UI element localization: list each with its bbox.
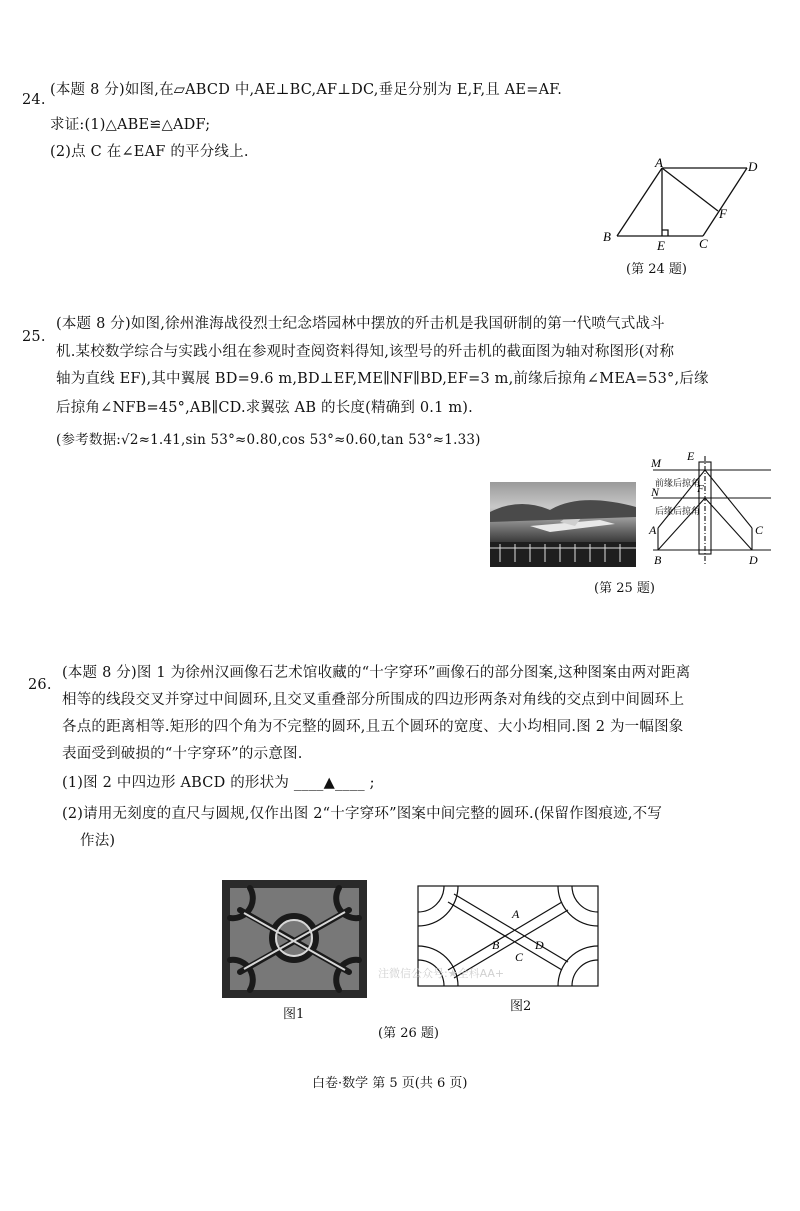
q25-label-f: F xyxy=(697,483,704,495)
q24-label-d: D xyxy=(748,159,758,174)
q26-line3: 各点的距离相等.矩形的四个角为不完整的圆环,且五个圆环的宽度、大小均相同.图 2 为一幅图象 xyxy=(62,719,684,735)
q25-line5: (参考数据:√2≈1.41,sin 53°≈0.80,cos 53°≈0.60,tan 53°≈1.33) xyxy=(56,432,481,448)
watermark: 注微信公众号:★全科AA+ xyxy=(378,967,505,980)
q25-label-b: B xyxy=(654,553,662,567)
q24-label-c: C xyxy=(699,236,708,251)
q24-number: 24. xyxy=(22,92,46,108)
stone-relief-image xyxy=(222,880,367,998)
q26-label-b: B xyxy=(492,938,500,952)
q25-label-d: D xyxy=(749,553,758,567)
q24-label-e: E xyxy=(657,238,665,253)
q25-caption: (第 25 题) xyxy=(594,581,655,596)
q25-label-n: N xyxy=(651,485,660,499)
page-footer: 白卷·数学 第 5 页(共 6 页) xyxy=(312,1076,468,1091)
q26-line6: (2)请用无刻度的直尺与圆规,仅作出图 2“十字穿环”图案中间完整的圆环.(保留作图痕迹,不写 xyxy=(62,806,663,822)
q25-label-a: A xyxy=(649,523,657,537)
q24-line1: (本题 8 分)如图,在▱ABCD 中,AE⊥BC,AF⊥DC,垂足分别为 E,F,且 AE=AF. xyxy=(50,82,563,98)
q25-line1: (本题 8 分)如图,徐州淮海战役烈士纪念塔园林中摆放的歼击机是我国研制的第一代喷气式战斗 xyxy=(56,316,665,332)
q26-label-a: A xyxy=(512,907,520,921)
fighter-jet-photo xyxy=(490,482,636,567)
fig1-label: 图1 xyxy=(283,1007,305,1022)
q26-line7: 作法) xyxy=(80,833,116,849)
q25-line4: 后掠角∠NFB=45°,AB∥CD.求翼弦 AB 的长度(精确到 0.1 m). xyxy=(56,400,473,416)
q24-label-f: F xyxy=(719,206,727,221)
q25-label-e: E xyxy=(687,449,695,463)
q26-label-c: C xyxy=(515,950,524,964)
q25-label-c: C xyxy=(755,523,764,537)
fig2-label: 图2 xyxy=(510,999,532,1014)
q26-label-d: D xyxy=(535,938,544,952)
q24-line3: (2)点 C 在∠EAF 的平分线上. xyxy=(50,144,249,160)
q25-number: 25. xyxy=(22,329,46,345)
q26-line1: (本题 8 分)图 1 为徐州汉画像石艺术馆收藏的“十字穿环”画像石的部分图案,这种图案由两对距离 xyxy=(62,665,691,681)
q24-label-a: A xyxy=(655,158,663,170)
q25-label-m: M xyxy=(651,456,661,470)
q26-line5: (1)图 2 中四边形 ABCD 的形状为 ____▲____ ; xyxy=(62,775,375,791)
q25-small-label1: 前缘后掠角 xyxy=(655,478,701,488)
q25-small-label2: 后缘后掠角 xyxy=(655,506,701,516)
q24-label-b: B xyxy=(603,229,611,244)
q26-line4: 表面受到破损的“十字穿环”的示意图. xyxy=(62,746,303,762)
q25-line2: 机.某校数学综合与实践小组在参观时查阅资料得知,该型号的歼击机的截面图为轴对称图形(对称 xyxy=(56,344,675,360)
q26-caption: (第 26 题) xyxy=(378,1026,439,1041)
q26-number: 26. xyxy=(28,677,52,693)
q24-caption: (第 24 题) xyxy=(626,262,687,277)
q26-line2: 相等的线段交叉并穿过中间圆环,且交叉重叠部分所围成的四边形两条对角线的交点到中间圆环上 xyxy=(62,692,685,708)
q24-line2: 求证:(1)△ABE≌△ADF; xyxy=(50,117,211,133)
q24-figure xyxy=(595,158,765,253)
q25-line3: 轴为直线 EF),其中翼展 BD=9.6 m,BD⊥EF,ME∥NF∥BD,EF=3 m,前缘后掠角∠MEA=53°,后缘 xyxy=(56,371,709,387)
